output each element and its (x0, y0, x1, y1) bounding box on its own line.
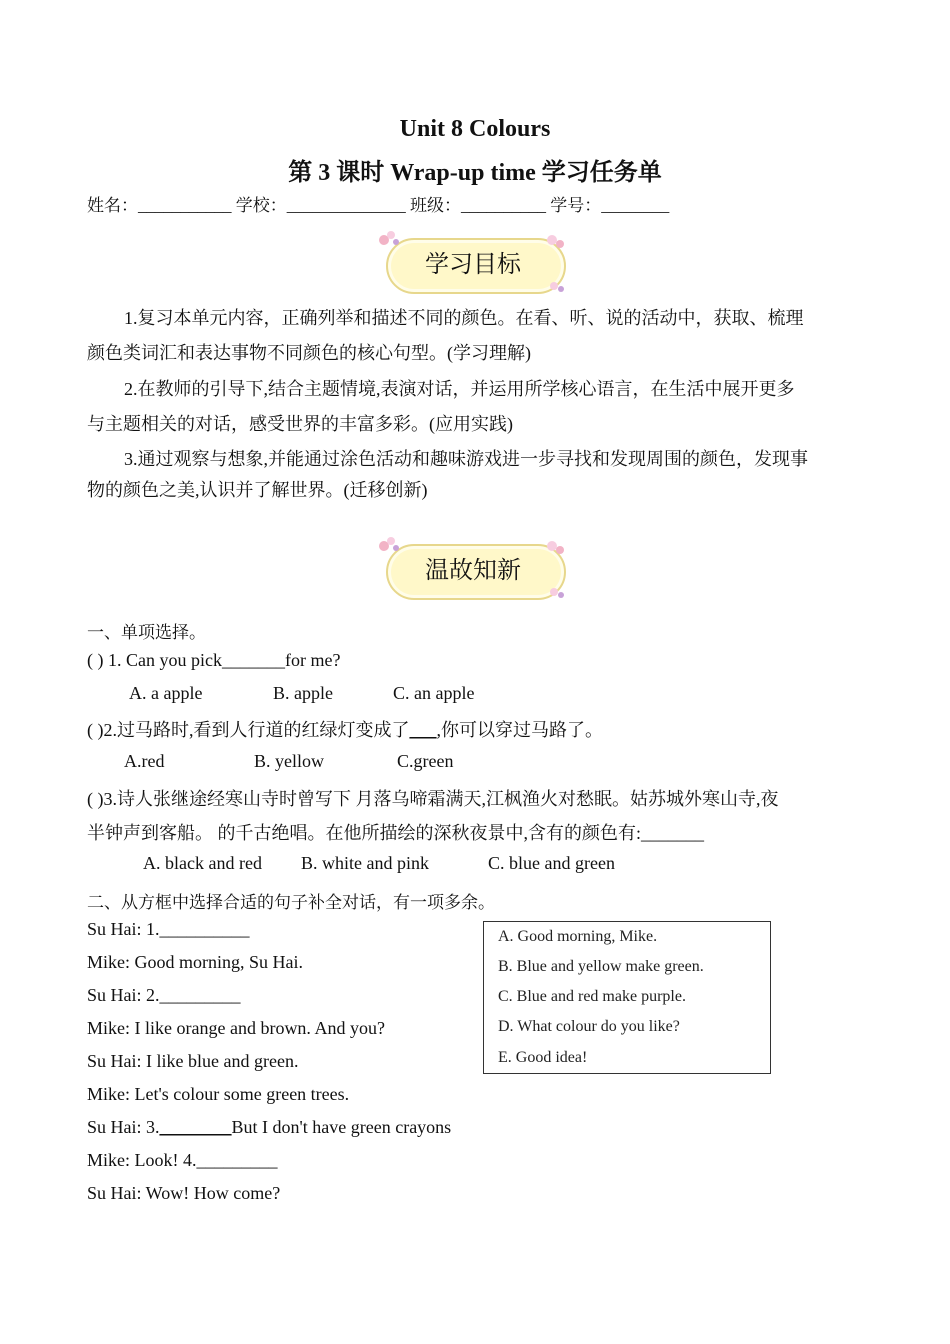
objectives-badge (378, 232, 568, 296)
q3-line1: ( )3.诗人张继途经寒山寺时曾写下 月落乌啼霜满天,江枫渔火对愁眠。姑苏城外寒山寺,夜 (87, 789, 779, 809)
dialogue-line: Su Hai: 2._________ (87, 985, 241, 1005)
dialogue-line (87, 1117, 451, 1138)
q2-stem-prefix: ( )2.过马路时,看到人行道的红绿灯变成了 (87, 720, 410, 740)
objectives-badge-label: 学习目标 (425, 250, 521, 278)
q2-option-c: C.green (397, 751, 454, 771)
q3-option-a: A. black and red (143, 853, 262, 873)
dialogue-line: Su Hai: 1.__________ (87, 919, 250, 939)
objective-3-line1: 3.通过观察与想象,并能通过涂色活动和趣味游戏进一步寻找和发现周围的颜色，发现事 (124, 449, 808, 469)
dialogue-line: Su Hai: Wow! How come? (87, 1183, 281, 1203)
q1-option-b: B. apple (273, 683, 333, 703)
q3-option-c: C. blue and green (488, 853, 615, 873)
dialogue-line: Mike: Look! 4._________ (87, 1150, 278, 1170)
dialogue-line7-suffix: But I don't have green crayons (231, 1117, 452, 1137)
q1-stem: ( ) 1. Can you pick_______for me? (87, 650, 341, 670)
part1-title: 一、单项选择。 (87, 623, 206, 642)
dialogue-line: Mike: I like orange and brown. And you? (87, 1018, 385, 1038)
dialogue-line: Su Hai: I like blue and green. (87, 1051, 299, 1071)
objective-2-line2: 与主题相关的对话，感受世界的丰富多彩。(应用实践) (87, 414, 513, 434)
option-e: E. Good idea! (498, 1049, 588, 1066)
objective-1-line2: 颜色类词汇和表达事物不同颜色的核心句型。(学习理解) (87, 343, 531, 363)
q1-option-a: A. a apple (129, 683, 203, 703)
dialogue-line7-blank: ________ (159, 1117, 232, 1137)
q2-stem (87, 716, 603, 742)
q2-option-b: B. yellow (254, 751, 324, 771)
q2-blank: ___ (409, 720, 437, 740)
review-badge-label: 温故知新 (425, 556, 521, 584)
option-a: A. Good morning, Mike. (498, 928, 658, 945)
dialogue-line7-prefix: Su Hai: 3. (87, 1117, 160, 1137)
option-c: C. Blue and red make purple. (498, 988, 686, 1005)
review-badge (378, 538, 568, 602)
dialogue-line: Mike: Let's colour some green trees. (87, 1084, 350, 1104)
objective-2-line1: 2.在教师的引导下,结合主题情境,表演对话，并运用所学核心语言，在生活中展开更多 (124, 379, 795, 399)
option-d: D. What colour do you like? (498, 1018, 680, 1035)
q1-option-c: C. an apple (393, 683, 475, 703)
dialogue-line: Mike: Good morning, Su Hai. (87, 952, 303, 972)
options-box (483, 921, 771, 1074)
q2-stem-suffix: ,你可以穿过马路了。 (436, 720, 603, 740)
q3-line2: 半钟声到客船。 的千古绝唱。在他所描绘的深秋夜景中,含有的颜色有:_______ (87, 823, 704, 843)
lesson-title: 第 3 课时 Wrap-up time 学习任务单 (288, 160, 662, 186)
unit-title: Unit 8 Colours (399, 116, 551, 142)
q2-option-a: A.red (124, 751, 165, 771)
option-b: B. Blue and yellow make green. (498, 958, 704, 975)
q3-option-b: B. white and pink (301, 853, 429, 873)
objective-3-line2: 物的颜色之美,认识并了解世界。(迁移创新) (87, 480, 428, 500)
student-info-line: 姓名：___________ 学校：______________ 班级：__________ 学号：________ (87, 196, 670, 215)
part2-title: 二、从方框中选择合适的句子补全对话，有一项多余。 (87, 893, 495, 912)
objective-1-line1: 1.复习本单元内容，正确列举和描述不同的颜色。在看、听、说的活动中，获取、梳理 (124, 308, 804, 328)
